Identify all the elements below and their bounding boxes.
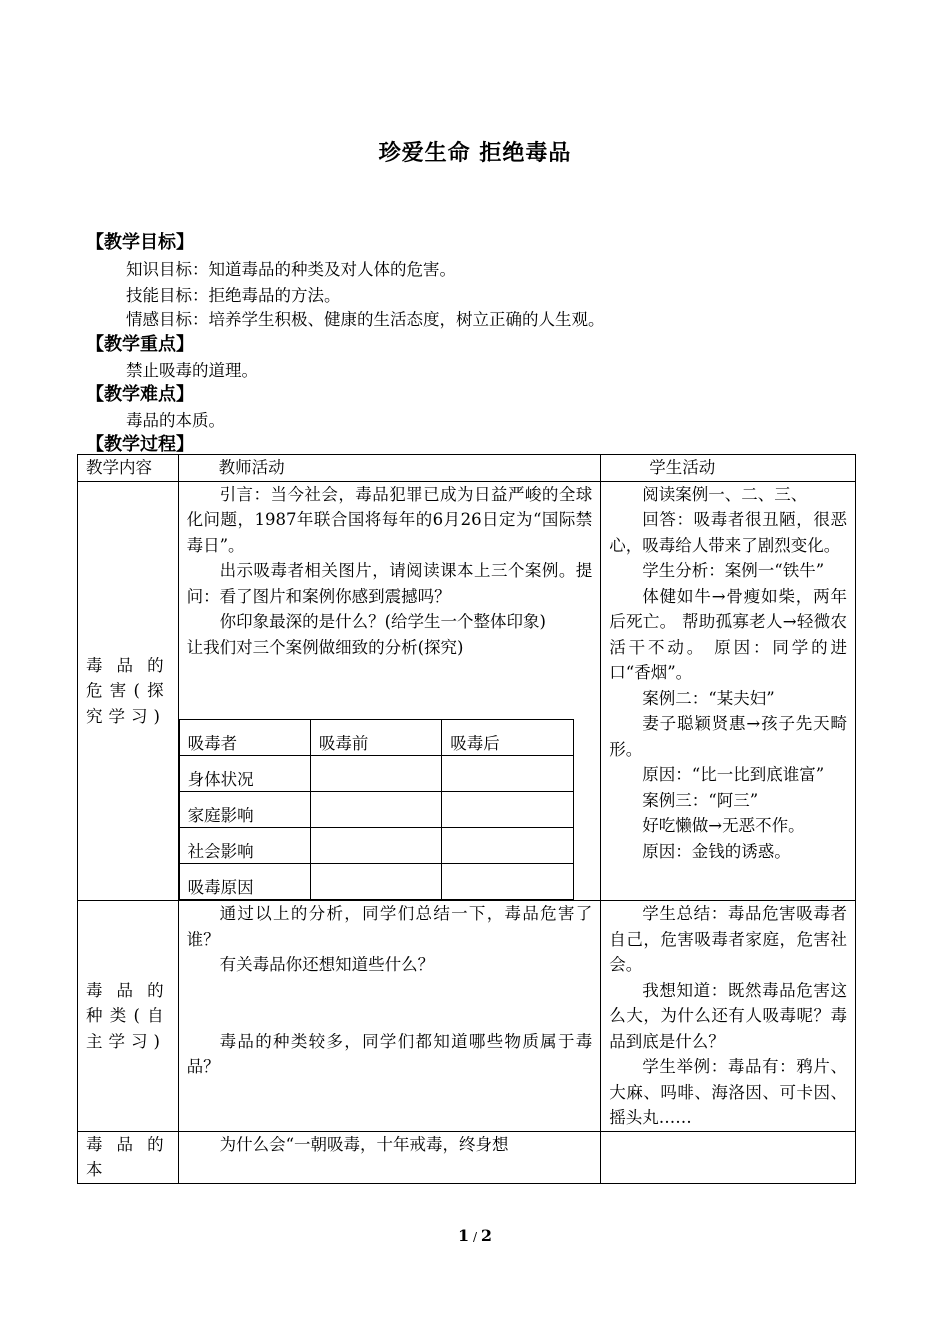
row1-student-para: 案例二：“某夫妇” [642, 688, 775, 708]
row3-teacher-para: 为什么会“一朝吸毒，十年戒毒，终身想 [219, 1134, 509, 1154]
table-header-row [78, 455, 856, 482]
row3-student-cell [601, 1131, 856, 1183]
row2-teacher-para: 毒品的种类较多，同学们都知道哪些物质属于毒品？ [186, 1031, 593, 1076]
row1-teacher-cell [178, 481, 601, 901]
document-title: 珍爱生命 拒绝毒品 [378, 140, 572, 166]
current-page: 1 [458, 1226, 470, 1245]
subtable-cell [310, 756, 441, 792]
row3-teacher-cell [178, 1131, 601, 1183]
row2-student-para: 我想知道：既然毒品危害这么大，为什么还有人吸毒呢？毒品到底是什么？ [609, 980, 847, 1051]
objectives-heading: 【教学目标】 [86, 232, 194, 253]
row1-student-para: 阅读案例一、二、三、 [642, 484, 808, 504]
row2-teacher-para: 有关毒品你还想知道些什么？ [219, 955, 435, 974]
row1-student-para: 案例三：“阿三” [642, 790, 759, 810]
header-content: 教学内容 [78, 455, 179, 482]
row1-teacher-para: 出示吸毒者相关图片，请阅读课本上三个案例。提问：看了图片和案例你感到震撼吗？ [186, 561, 593, 606]
subtable-header: 吸毒者 [179, 720, 310, 756]
subtable-row-label: 身体状况 [179, 756, 310, 792]
total-pages: 2 [480, 1226, 492, 1245]
subtable-cell [442, 792, 573, 828]
subtable-header: 吸毒前 [310, 720, 441, 756]
row2-category: 毒品的种类(自主学习) [78, 901, 179, 1132]
subtable-row [179, 756, 573, 792]
key-points-heading: 【教学重点】 [86, 334, 194, 355]
process-table [77, 454, 856, 1184]
subtable-row [179, 792, 573, 828]
process-heading: 【教学过程】 [86, 434, 194, 455]
skill-objective: 技能目标：拒绝毒品的方法。 [126, 286, 341, 305]
row1-student-para: 体健如牛→骨瘦如柴，两年后死亡。 帮助孤寡老人→轻微农活干不动。 原因：同学的进口“香烟”。 [609, 586, 847, 682]
subtable-row-label: 吸毒原因 [179, 864, 310, 900]
subtable-cell [442, 756, 573, 792]
table-row [78, 481, 856, 901]
subtable-header: 吸毒后 [442, 720, 573, 756]
key-points-text: 禁止吸毒的道理。 [126, 361, 258, 380]
subtable-cell [442, 864, 573, 900]
row1-student-cell [601, 481, 856, 901]
row1-teacher-para: 让我们对三个案例做细致的分析(探究) [186, 637, 464, 657]
subtable-row [179, 864, 573, 900]
table-row [78, 901, 856, 1132]
row1-student-para: 原因：金钱的诱惑。 [642, 841, 791, 861]
subtable-row-label: 社会影响 [179, 828, 310, 864]
row1-category: 毒品的危害(探究学习) [78, 481, 179, 901]
row2-student-para: 学生总结：毒品危害吸毒者自己，危害吸毒者家庭，危害社会。 [609, 904, 847, 974]
row2-teacher-para: 通过以上的分析，同学们总结一下，毒品危害了 谁？ [186, 904, 593, 949]
table-row [78, 1131, 856, 1183]
row1-teacher-para: 引言：当今社会，毒品犯罪已成为日益严峻的全球化问题，1987年联合国将每年的6月26日定为“国际禁毒日”。 [186, 484, 593, 555]
subtable-cell [310, 864, 441, 900]
row1-student-para: 好吃懒做→无恶不作。 [642, 816, 805, 835]
row2-student-cell [601, 901, 856, 1132]
subtable-row [179, 828, 573, 864]
row1-student-para: 回答：吸毒者很丑陋，很恶心，吸毒给人带来了剧烈变化。 [609, 510, 847, 555]
row2-student-para: 学生举例：毒品有：鸦片、大麻、吗啡、海洛因、可卡因、摇头丸…… [609, 1057, 847, 1127]
row1-teacher-para: 你印象最深的是什么？(给学生一个整体印象) [219, 612, 546, 631]
difficulties-text: 毒品的本质。 [126, 411, 225, 430]
row2-teacher-cell [178, 901, 601, 1132]
header-teacher: 教师活动 [178, 455, 601, 482]
difficulties-heading: 【教学难点】 [86, 384, 194, 405]
page-number [0, 1226, 950, 1245]
emotion-objective: 情感目标：培养学生积极、健康的生活态度，树立正确的人生观。 [126, 310, 605, 329]
subtable-cell [310, 828, 441, 864]
subtable-header-row [179, 720, 573, 756]
row1-student-para: 学生分析：案例一“铁牛” [642, 561, 825, 580]
subtable-row-label: 家庭影响 [179, 792, 310, 828]
row1-student-para: 妻子聪颖贤惠→孩子先天畸形。 [609, 714, 847, 759]
row3-category: 毒品的本 [78, 1131, 179, 1183]
knowledge-objective: 知识目标：知道毒品的种类及对人体的危害。 [126, 260, 456, 279]
subtable-cell [310, 792, 441, 828]
row1-student-para: 原因：“比一比到底谁富” [642, 765, 825, 784]
header-student: 学生活动 [601, 455, 856, 482]
subtable-cell [442, 828, 573, 864]
analysis-subtable [179, 719, 574, 900]
page-separator: / [469, 1230, 481, 1244]
